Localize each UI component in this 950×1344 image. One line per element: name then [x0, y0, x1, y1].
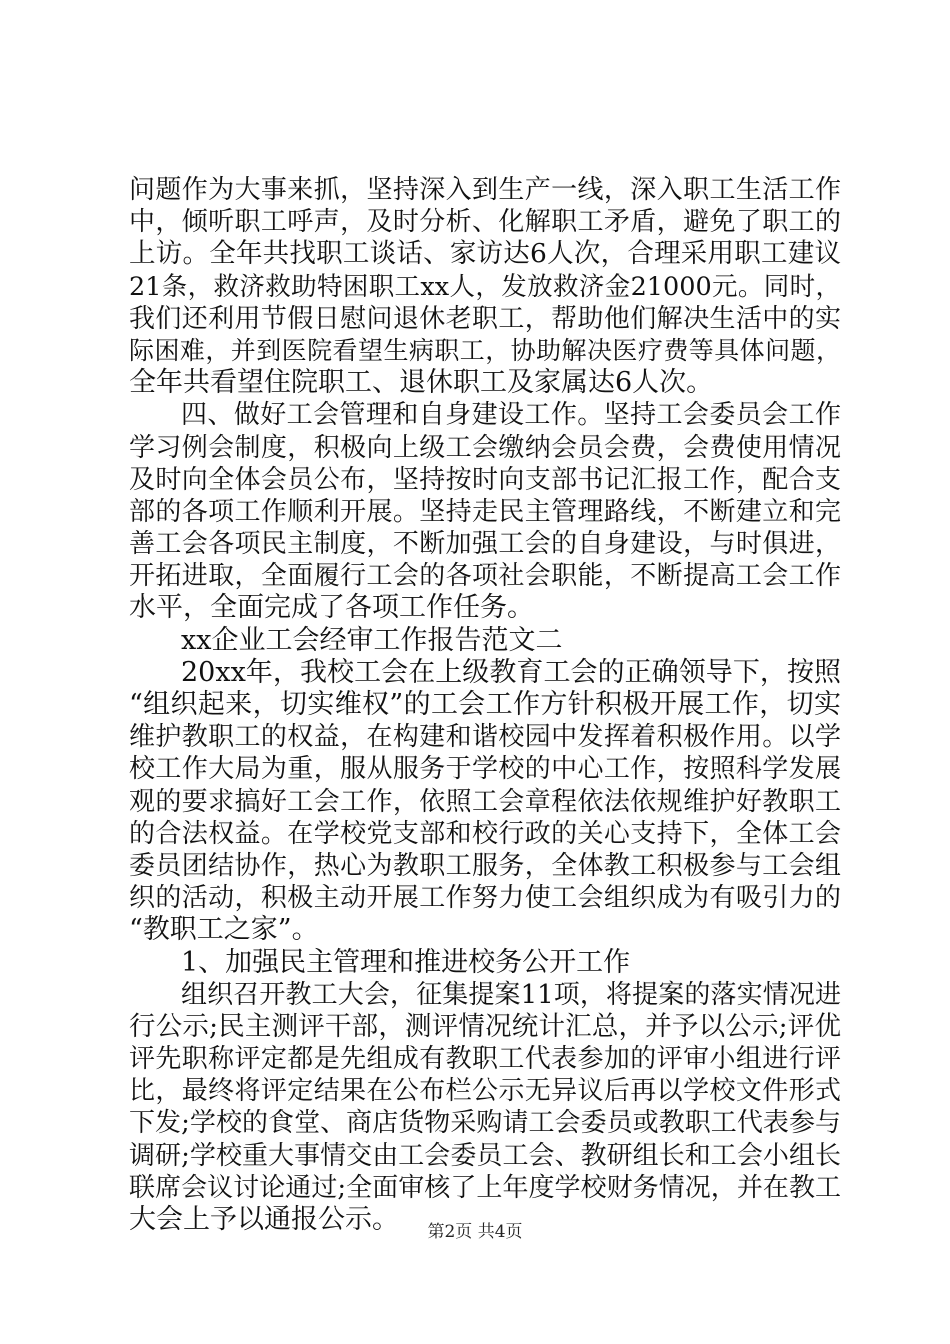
text-line: 联席会议讨论通过;全面审核了上年度学校财务情况，并在教工: [129, 1172, 841, 1203]
text-line: 四、做好工会管理和自身建设工作。坚持工会委员会工作: [181, 400, 841, 431]
text-line: xx企业工会经审工作报告范文二: [181, 624, 563, 656]
text-line: 观的要求搞好工会工作，依照工会章程依法依规维护好教职工: [129, 786, 841, 817]
text-line: 善工会各项民主制度，不断加强工会的自身建设，与时俱进，: [129, 529, 841, 560]
text-line: 上访。全年共找职工谈话、家访达6人次，合理采用职工建议: [129, 238, 841, 270]
text-line: 校工作大局为重，服从服务于学校的中心工作，按照科学发展: [129, 754, 841, 785]
page-footer: 第2页 共4页: [427, 1222, 523, 1242]
text-line: 水平，全面完成了各项工作任务。: [129, 592, 534, 624]
document-body: [129, 174, 841, 1236]
text-line: 全年共看望住院职工、退休职工及家属达6人次。: [129, 367, 714, 399]
text-line: 调研;学校重大事情交由工会委员工会、教研组长和工会小组长: [129, 1140, 841, 1171]
text-line: 比，最终将评定结果在公布栏公示无异议后再以学校文件形式: [129, 1076, 841, 1107]
text-line: 的合法权益。在学校党支部和校行政的关心支持下，全体工会: [129, 818, 841, 849]
text-line: 中，倾听职工呼声，及时分析、化解职工矛盾，避免了职工的: [129, 207, 841, 238]
text-line: 组织召开教工大会，征集提案11项，将提案的落实情况进: [181, 979, 841, 1010]
text-line: 20xx年，我校工会在上级教育工会的正确领导下，按照: [181, 656, 841, 688]
text-line: 学习例会制度，积极向上级工会缴纳会员会费，会费使用情况: [129, 432, 841, 463]
text-line: 委员团结协作，热心为教职工服务，全体教工积极参与工会组: [129, 850, 841, 881]
text-line: 织的活动，积极主动开展工作努力使工会组织成为有吸引力的: [129, 883, 841, 914]
text-line: 我们还利用节假日慰问退休老职工，帮助他们解决生活中的实: [129, 303, 841, 334]
text-line: “教职工之家”。: [129, 914, 319, 946]
text-line: 及时向全体会员公布，坚持按时向支部书记汇报工作，配合支: [129, 464, 841, 495]
text-line: 评先职称评定都是先组成有教职工代表参加的评审小组进行评: [129, 1044, 841, 1075]
text-line: 大会上予以通报公示。: [129, 1204, 399, 1235]
text-line: 问题作为大事来抓，坚持深入到生产一线，深入职工生活工作: [129, 175, 841, 205]
text-line: 行公示;民主测评干部，测评情况统计汇总，并予以公示;评优: [129, 1010, 841, 1042]
text-line: 1、加强民主管理和推进校务公开工作: [181, 946, 631, 978]
text-line: 21条，救济救助特困职工xx人，发放救济金21000元。同时，: [129, 271, 841, 302]
text-line: 际困难，并到医院看望生病职工，协助解决医疗费等具体问题，: [129, 335, 841, 365]
text-line: 维护教职工的权益，在构建和谐校园中发挥着积极作用。以学: [129, 722, 841, 753]
text-line: “组织起来，切实维权”的工会工作方针积极开展工作，切实: [129, 689, 841, 720]
text-line: 下发;学校的食堂、商店货物采购请工会委员或教职工代表参与: [129, 1108, 841, 1139]
text-line: 部的各项工作顺利开展。坚持走民主管理路线，不断建立和完: [129, 496, 841, 527]
text-line: 开拓进取，全面履行工会的各项社会职能，不断提高工会工作: [129, 561, 841, 592]
